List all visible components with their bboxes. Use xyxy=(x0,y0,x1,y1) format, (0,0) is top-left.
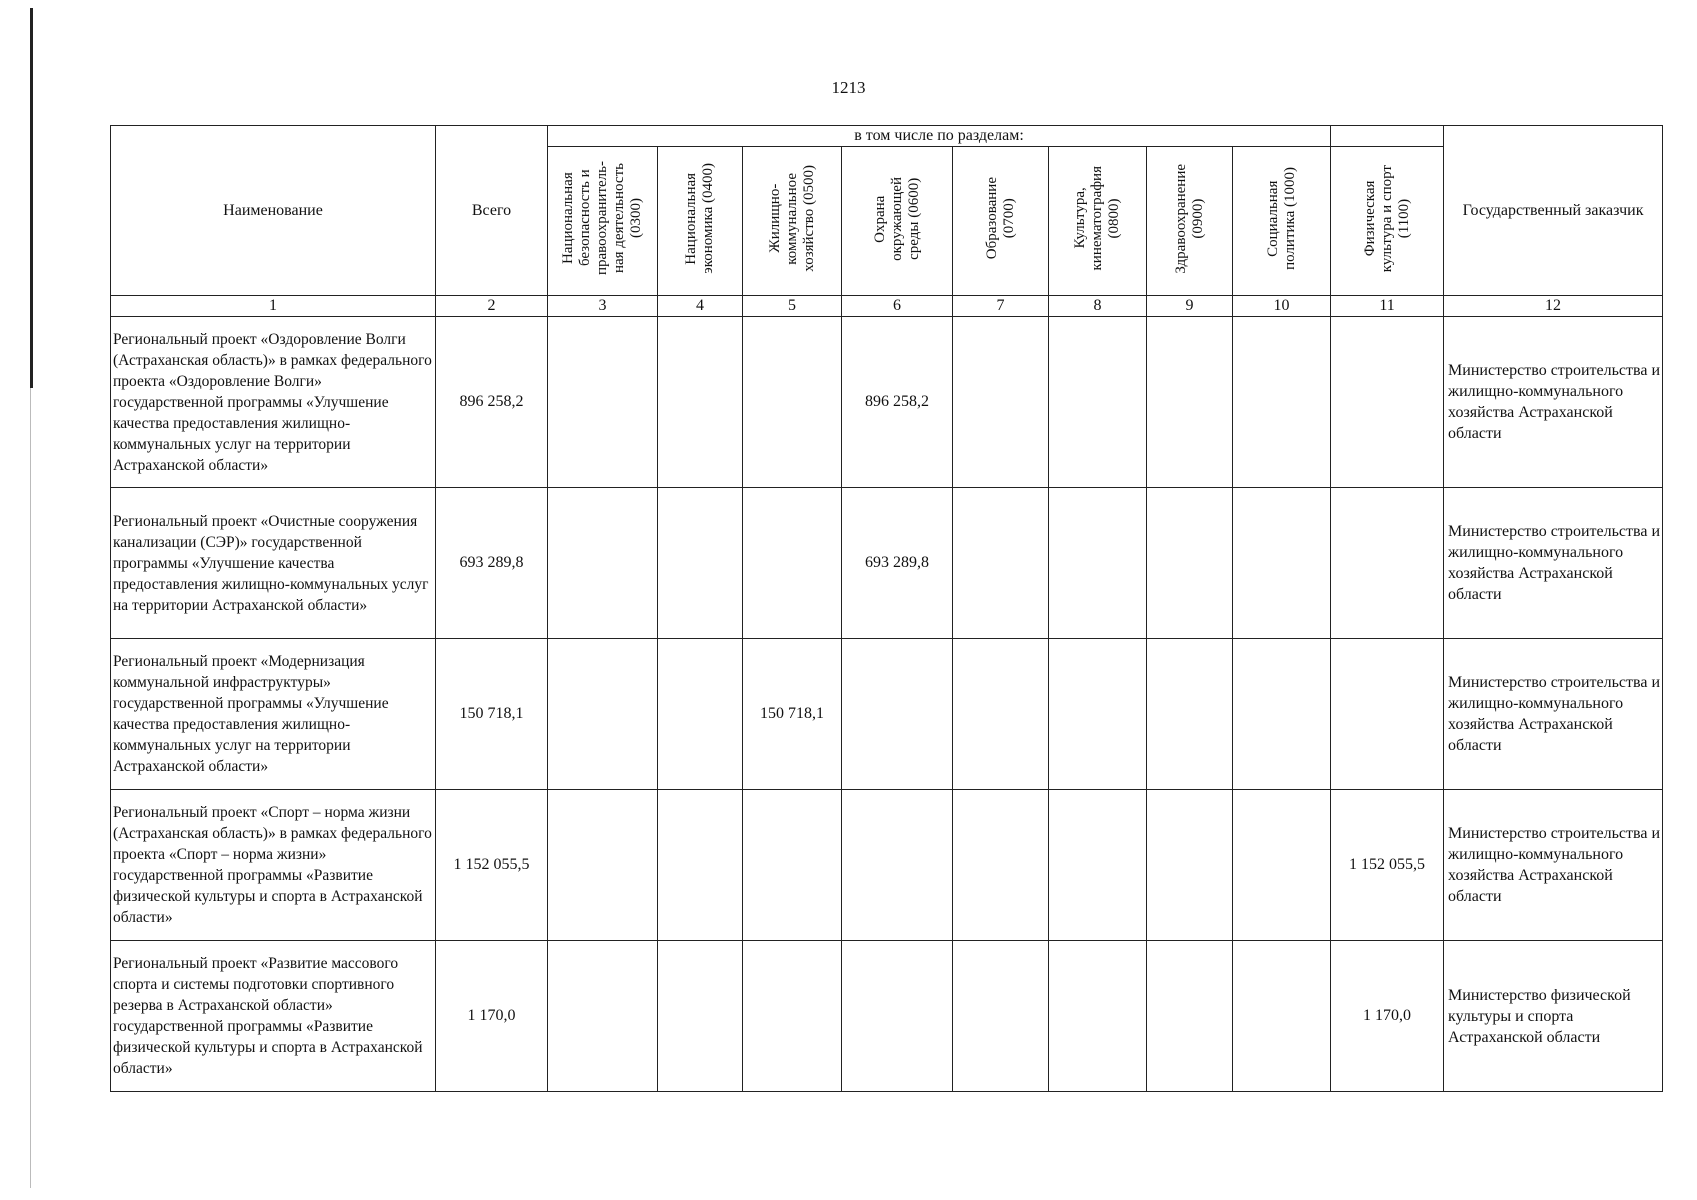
row-customer: Министерство строительства и жилищно-коммунального хозяйства Астраханской области xyxy=(1444,790,1663,941)
cell-1000 xyxy=(1233,941,1331,1092)
cell-0700 xyxy=(953,317,1049,488)
cell-0400 xyxy=(658,317,743,488)
cell-0300 xyxy=(548,941,658,1092)
cell-0700 xyxy=(953,488,1049,639)
cell-0500 xyxy=(743,941,842,1092)
cell-0400 xyxy=(658,941,743,1092)
row-name: Региональный проект «Оздоровление Волги (Астраханская область)» в рамках федерального проекта «Оздоровление Волги» государственной программы «Улучшение качества предоставления жилищно-коммунальных услуг на территории Астраханской области» xyxy=(111,317,436,488)
column-number: 6 xyxy=(842,296,953,317)
cell-0300 xyxy=(548,317,658,488)
row-customer: Министерство строительства и жилищно-коммунального хозяйства Астраханской области xyxy=(1444,317,1663,488)
header-section-0300: Национальная безопасность и правоохранитель- ная деятельность (0300) xyxy=(548,147,658,296)
header-total: Всего xyxy=(436,126,548,296)
cell-0300 xyxy=(548,790,658,941)
column-number: 12 xyxy=(1444,296,1663,317)
cell-0800 xyxy=(1049,488,1147,639)
row-name: Региональный проект «Спорт – норма жизни (Астраханская область)» в рамках федерального проекта «Спорт – норма жизни» государственной программы «Развитие физической культуры и спорта в Астраханской области» xyxy=(111,790,436,941)
cell-0600: 693 289,8 xyxy=(842,488,953,639)
page-number: 1213 xyxy=(831,78,866,97)
cell-0900 xyxy=(1147,317,1233,488)
cell-0700 xyxy=(953,790,1049,941)
column-number: 3 xyxy=(548,296,658,317)
column-number: 2 xyxy=(436,296,548,317)
cell-0800 xyxy=(1049,941,1147,1092)
column-number: 4 xyxy=(658,296,743,317)
header-subgroup: в том числе по разделам: xyxy=(548,126,1331,147)
cell-0800 xyxy=(1049,790,1147,941)
binding-edge-line xyxy=(30,8,33,388)
column-number: 8 xyxy=(1049,296,1147,317)
column-number: 11 xyxy=(1331,296,1444,317)
cell-0500 xyxy=(743,317,842,488)
cell-0500 xyxy=(743,790,842,941)
row-total: 693 289,8 xyxy=(436,488,548,639)
header-subgroup-blank xyxy=(1331,126,1444,147)
cell-1100: 1 170,0 xyxy=(1331,941,1444,1092)
cell-0900 xyxy=(1147,488,1233,639)
row-total: 150 718,1 xyxy=(436,639,548,790)
cell-0300 xyxy=(548,639,658,790)
row-customer: Министерство строительства и жилищно-коммунального хозяйства Астраханской области xyxy=(1444,639,1663,790)
cell-0900 xyxy=(1147,941,1233,1092)
header-section-0700: Образование (0700) xyxy=(953,147,1049,296)
header-customer: Государственный заказчик xyxy=(1444,126,1663,296)
table-row xyxy=(111,488,1663,639)
column-number: 10 xyxy=(1233,296,1331,317)
table-row xyxy=(111,639,1663,790)
row-name: Региональный проект «Модернизация коммунальной инфраструктуры» государственной программы «Улучшение качества предоставления жилищно-коммунальных услуг на территории Астраханской области» xyxy=(111,639,436,790)
header-section-0400: Национальная экономика (0400) xyxy=(658,147,743,296)
cell-1100 xyxy=(1331,317,1444,488)
table-row xyxy=(111,317,1663,488)
header-section-1000: Социальная политика (1000) xyxy=(1233,147,1331,296)
cell-1100 xyxy=(1331,639,1444,790)
cell-0800 xyxy=(1049,317,1147,488)
column-number: 5 xyxy=(743,296,842,317)
cell-0500: 150 718,1 xyxy=(743,639,842,790)
row-name: Региональный проект «Развитие массового спорта и системы подготовки спортивного резерва в Астраханской области» государственной программы «Развитие физической культуры и спорта в Астраханской области» xyxy=(111,941,436,1092)
row-total: 896 258,2 xyxy=(436,317,548,488)
cell-1000 xyxy=(1233,639,1331,790)
header-name: Наименование xyxy=(111,126,436,296)
cell-0300 xyxy=(548,488,658,639)
cell-0800 xyxy=(1049,639,1147,790)
row-customer: Министерство строительства и жилищно-коммунального хозяйства Астраханской области xyxy=(1444,488,1663,639)
cell-0900 xyxy=(1147,639,1233,790)
cell-1000 xyxy=(1233,488,1331,639)
binding-edge-line-faint xyxy=(30,388,31,1188)
header-section-0600: Охрана окружающей среды (0600) xyxy=(842,147,953,296)
cell-0700 xyxy=(953,941,1049,1092)
cell-0500 xyxy=(743,488,842,639)
table-row xyxy=(111,790,1663,941)
column-number: 7 xyxy=(953,296,1049,317)
cell-1100 xyxy=(1331,488,1444,639)
cell-0400 xyxy=(658,790,743,941)
cell-0600 xyxy=(842,941,953,1092)
cell-0600 xyxy=(842,639,953,790)
cell-0700 xyxy=(953,639,1049,790)
cell-0600: 896 258,2 xyxy=(842,317,953,488)
row-name: Региональный проект «Очистные сооружения канализации (СЭР)» государственной программы «Улучшение качества предоставления жилищно-коммунальных услуг на территории Астраханской области» xyxy=(111,488,436,639)
row-total: 1 152 055,5 xyxy=(436,790,548,941)
table-row xyxy=(111,941,1663,1092)
budget-table xyxy=(110,125,1663,1092)
cell-0400 xyxy=(658,639,743,790)
header-section-0800: Культура, кинематография (0800) xyxy=(1049,147,1147,296)
row-customer: Министерство физической культуры и спорта Астраханской области xyxy=(1444,941,1663,1092)
column-number-row xyxy=(111,296,1663,317)
header-section-1100: Физическая культура и спорт (1100) xyxy=(1331,147,1444,296)
cell-0600 xyxy=(842,790,953,941)
cell-1000 xyxy=(1233,317,1331,488)
cell-0900 xyxy=(1147,790,1233,941)
column-number: 9 xyxy=(1147,296,1233,317)
cell-1000 xyxy=(1233,790,1331,941)
header-section-0500: Жилищно- коммунальное хозяйство (0500) xyxy=(743,147,842,296)
cell-1100: 1 152 055,5 xyxy=(1331,790,1444,941)
cell-0400 xyxy=(658,488,743,639)
row-total: 1 170,0 xyxy=(436,941,548,1092)
header-section-0900: Здравоохранение (0900) xyxy=(1147,147,1233,296)
column-number: 1 xyxy=(111,296,436,317)
